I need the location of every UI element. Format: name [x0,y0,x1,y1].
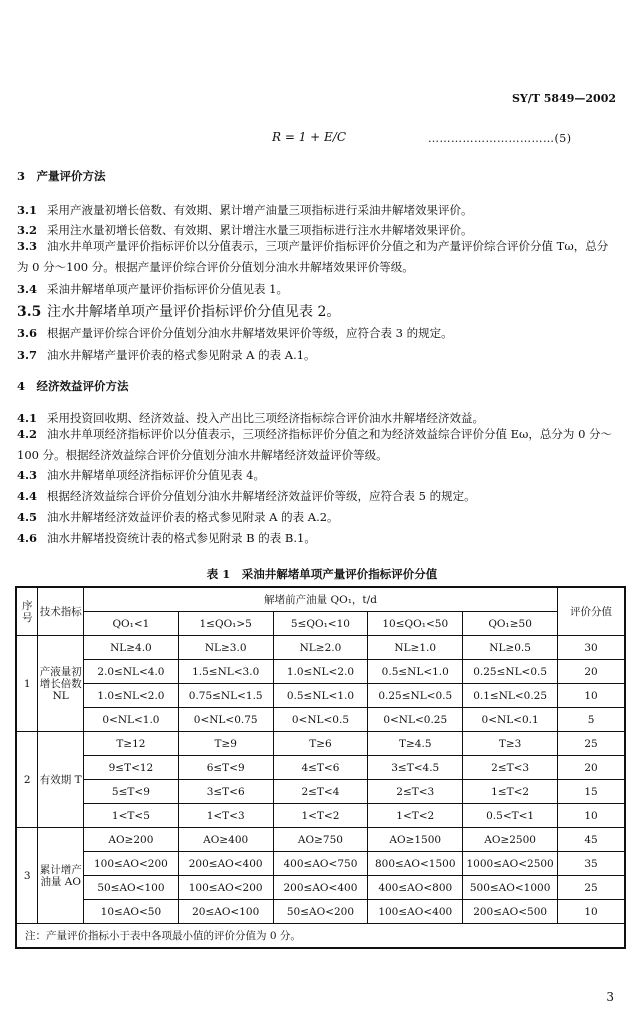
score-cell: 30 [558,636,625,660]
table-cell: 0<NL<0.1 [463,708,558,732]
table-cell: 20≤AO<100 [178,900,273,924]
table-cell: 2.0≤NL<4.0 [84,660,179,684]
table-cell: NL≥0.5 [463,636,558,660]
clause-3-4: 3.4 采油井解堵单项产量评价指标评价分值见表 1。 [17,282,288,296]
table-cell: 10≤AO<50 [84,900,179,924]
table-cell: 200≤AO<400 [273,876,368,900]
table-cell: 3≤T<6 [178,780,273,804]
table-cell: T≥4.5 [368,732,463,756]
table-cell: 0<NL<0.75 [178,708,273,732]
header-score: 评价分值 [558,587,625,636]
table-cell: 1.5≤NL<3.0 [178,660,273,684]
table-cell: 1000≤AO<2500 [463,852,558,876]
table-cell: 0.5≤NL<1.0 [368,660,463,684]
score-cell: 10 [558,804,625,828]
table-cell: 50≤AO<200 [273,900,368,924]
range-header: 1≤QO₁>5 [178,612,273,636]
clause-3-6: 3.6 根据产量评价综合评价分值划分油水井解堵效果评价等级，应符合表 3 的规定。 [17,326,453,340]
table-cell: 6≤T<9 [178,756,273,780]
table-cell: 50≤AO<100 [84,876,179,900]
score-cell: 10 [558,900,625,924]
clause-3-2: 3.2 采用注水量初增长倍数、有效期、累计增注水量三项指标进行注水井解堵效果评价。 [17,223,473,237]
section-3-title: 3 产量评价方法 [17,169,106,183]
clause-3-1: 3.1 采用产液量初增长倍数、有效期、累计增产油量三项指标进行采油井解堵效果评价。 [17,203,473,217]
table-cell: 3≤T<4.5 [368,756,463,780]
table-row [16,732,625,756]
table-cell: AO≥200 [84,828,179,852]
table-row [16,780,625,804]
table-cell: AO≥400 [178,828,273,852]
table-cell: 1≤T<2 [463,780,558,804]
table-cell: 100≤AO<200 [178,876,273,900]
score-cell: 35 [558,852,625,876]
table-cell: NL≥4.0 [84,636,179,660]
table-cell: 800≤AO<1500 [368,852,463,876]
table-cell: 0<NL<0.5 [273,708,368,732]
table-cell: 200≤AO<500 [463,900,558,924]
table-cell: 2≤T<4 [273,780,368,804]
table-row [16,684,625,708]
header-seq: 序号 [16,587,38,636]
table-cell: 0.25≤NL<0.5 [463,660,558,684]
range-header: QO₁≥50 [463,612,558,636]
table-note-row [16,924,625,949]
score-cell: 15 [558,780,625,804]
table-row [16,660,625,684]
table-cell: 1.0≤NL<2.0 [273,660,368,684]
score-cell: 45 [558,828,625,852]
clause-3-7: 3.7 油水井解堵产量评价表的格式参见附录 A 的表 A.1。 [17,348,316,362]
table-cell: 0<NL<1.0 [84,708,179,732]
table-cell: 2≤T<3 [463,756,558,780]
table-cell: T≥3 [463,732,558,756]
table-cell: 4≤T<6 [273,756,368,780]
table-cell: 400≤AO<750 [273,852,368,876]
table-cell: 400≤AO<800 [368,876,463,900]
score-cell: 5 [558,708,625,732]
score-cell: 20 [558,660,625,684]
table-cell: AO≥750 [273,828,368,852]
table-cell: T≥12 [84,732,179,756]
table-cell: 2≤T<3 [368,780,463,804]
table-cell: NL≥2.0 [273,636,368,660]
table-1-caption: 表 1 采油井解堵单项产量评价指标评价分值 [206,567,438,581]
header-group: 解堵前产油量 QO₁，t/d [84,587,558,612]
table-row [16,804,625,828]
table-row [16,876,625,900]
formula-number: ……………………………(5) [428,132,572,145]
standard-number: SY/T 5849—2002 [511,92,616,105]
page-number: 3 [606,990,614,1004]
table-cell: 500≤AO<1000 [463,876,558,900]
table-cell: 9≤T<12 [84,756,179,780]
table-cell: T≥6 [273,732,368,756]
table-row [16,852,625,876]
table-cell: 5≤T<9 [84,780,179,804]
clause-3-3: 3.3 油水井单项产量评价指标评价以分值表示，三项产量评价指标评价分值之和为产量评价综合评价分值 Tω，总分为 0 分～100 分。根据产量评价综合评价分值划分油水井解堵效果评价等级。 [17,239,609,274]
table-cell: 0<NL<0.25 [368,708,463,732]
score-cell: 25 [558,732,625,756]
table-cell: 1<T<5 [84,804,179,828]
range-header: 5≤QO₁<10 [273,612,368,636]
range-header: 10≤QO₁<50 [368,612,463,636]
table-cell: 100≤AO<400 [368,900,463,924]
seq-cell: 2 [16,732,38,828]
score-cell: 25 [558,876,625,900]
table-row [16,900,625,924]
table-cell: NL≥3.0 [178,636,273,660]
seq-cell: 3 [16,828,38,924]
table-row [16,828,625,852]
table-row [16,756,625,780]
table-cell: AO≥2500 [463,828,558,852]
clause-3-5: 3.5 注水井解堵单项产量评价指标评价分值见表 2。 [17,304,341,320]
table-cell: 100≤AO<200 [84,852,179,876]
clause-4-4: 4.4 根据经济效益综合评价分值划分油水井解堵经济效益评价等级，应符合表 5 的规定。 [17,489,476,503]
clause-4-1: 4.1 采用投资回收期、经济效益、投入产出比三项经济指标综合评价油水井解堵经济效益。 [17,411,484,425]
table-cell: NL≥1.0 [368,636,463,660]
formula: R = 1 + E/C [272,130,347,144]
table-cell: 1<T<2 [273,804,368,828]
section-4-title: 4 经济效益评价方法 [17,379,129,393]
table-note: 注：产量评价指标小于表中各项最小值的评价分值为 0 分。 [16,924,625,949]
clause-4-2: 4.2 油水井单项经济指标评价以分值表示，三项经济指标评价分值之和为经济效益综合评价分值 Eω，总分为 0 分～100 分。根据经济效益综合评价分值划分油水井解堵经济效益评价等级。 [17,427,613,462]
clause-4-6: 4.6 油水井解堵投资统计表的格式参见附录 B 的表 B.1。 [17,531,316,545]
table-cell: 1<T<3 [178,804,273,828]
score-cell: 10 [558,684,625,708]
table-cell: T≥9 [178,732,273,756]
index-cell: 累计增产油量 AO [38,828,84,924]
index-cell: 有效期 T [38,732,84,828]
table-cell: 0.25≤NL<0.5 [368,684,463,708]
clause-4-5: 4.5 油水井解堵经济效益评价表的格式参见附录 A 的表 A.2。 [17,510,339,524]
range-header: QO₁<1 [84,612,179,636]
table-header-row [16,587,625,612]
table-cell: AO≥1500 [368,828,463,852]
score-cell: 20 [558,756,625,780]
seq-cell: 1 [16,636,38,732]
table-cell: 0.1≤NL<0.25 [463,684,558,708]
table-cell: 200≤AO<400 [178,852,273,876]
table-cell: 1<T<2 [368,804,463,828]
table-cell: 1.0≤NL<2.0 [84,684,179,708]
clause-4-3: 4.3 油水井解堵单项经济指标评价分值见表 4。 [17,468,265,482]
table-subheader-row [16,612,625,636]
header-index: 技术指标 [38,587,84,636]
table-cell: 0.5≤NL<1.0 [273,684,368,708]
index-cell: 产液量初增长倍数 NL [38,636,84,732]
table-cell: 0.75≤NL<1.5 [178,684,273,708]
table-row [16,636,625,660]
table-1 [15,586,626,949]
table-row [16,708,625,732]
table-cell: 0.5<T<1 [463,804,558,828]
